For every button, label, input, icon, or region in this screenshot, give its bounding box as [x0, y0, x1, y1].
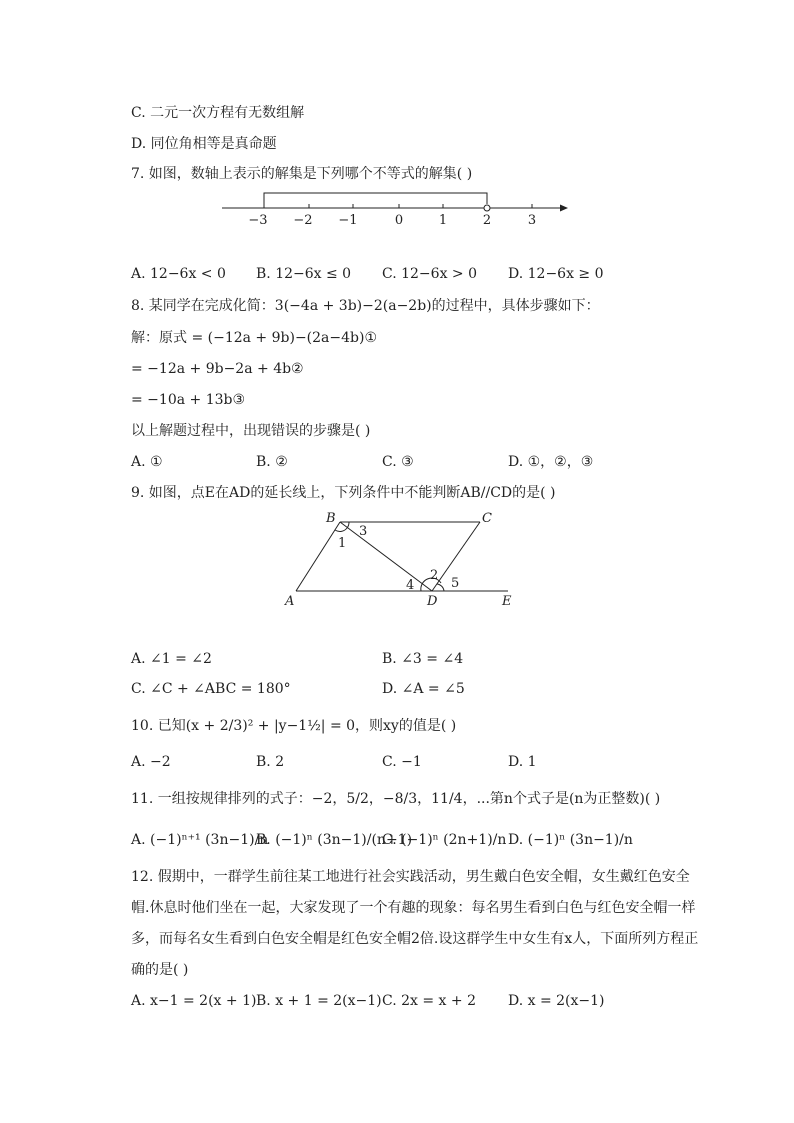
q10-option-c: C. −1 — [382, 754, 422, 770]
q8-stem: 8. 某同学在完成化简：3(−4a + 3b)−2(a−2b)的过程中，具体步骤如下： — [131, 298, 600, 314]
tick-label: −2 — [293, 213, 313, 228]
q7-option-d: D. 12−6x ≥ 0 — [508, 266, 604, 282]
q11-stem: 11. 一组按规律排列的式子：−2，5/2，−8/3，11/4，...第n个式子是(n为正整数)( ) — [131, 791, 661, 807]
q6-option-c: C. 二元一次方程有无数组解 — [131, 105, 305, 121]
tick-label: 3 — [527, 213, 537, 228]
q9-parallelogram-figure — [0, 505, 794, 609]
axis-arrow — [560, 205, 568, 212]
tick-label: −3 — [248, 213, 268, 228]
tick-label: −1 — [338, 213, 358, 228]
q12-option-b: B. x + 1 = 2(x−1) — [256, 993, 382, 1009]
q10-option-d: D. 1 — [508, 754, 537, 770]
angle-arc-d2 — [437, 584, 444, 591]
q12-line-1: 12. 假期中，一群学生前往某工地进行社会实践活动，男生戴白色安全帽，女生戴红色安全 — [131, 869, 690, 885]
q8-option-b: B. ② — [256, 454, 288, 470]
q12-option-a: A. x−1 = 2(x + 1) — [131, 993, 257, 1009]
q8-step-2: = −12a + 9b−2a + 4b② — [131, 361, 304, 377]
q11-option-b: B. (−1)ⁿ (3n−1)/(n+1) — [256, 832, 413, 848]
point-label-e: E — [502, 594, 512, 609]
point-label-d: D — [427, 594, 438, 609]
q10-stem: 10. 已知(x + 2/3)² + |y−1½| = 0，则xy的值是( ) — [131, 718, 457, 734]
q7-option-a: A. 12−6x < 0 — [131, 266, 226, 282]
q8-option-c: C. ③ — [382, 454, 414, 470]
q12-option-d: D. x = 2(x−1) — [508, 993, 605, 1009]
q12-line-2: 帽.休息时他们坐在一起，大家发现了一个有趣的现象：每名男生看到白色与红色安全帽一样 — [131, 900, 696, 916]
angle-arc-b — [347, 522, 349, 528]
q9-stem: 9. 如图，点E在AD的延长线上，下列条件中不能判断AB//CD的是( ) — [131, 485, 556, 501]
q10-option-a: A. −2 — [131, 754, 171, 770]
q9-option-c: C. ∠C + ∠ABC = 180° — [131, 681, 291, 697]
angle-label-2: 2 — [430, 568, 439, 583]
tick-label: 2 — [482, 213, 492, 228]
q12-line-3: 多，而每名女生看到白色安全帽是红色安全帽2倍.设这群学生中女生有x人，下面所列方程正 — [131, 931, 699, 947]
q10-option-b: B. 2 — [256, 754, 285, 770]
q8-question: 以上解题过程中，出现错误的步骤是( ) — [131, 423, 371, 439]
solution-bracket — [264, 193, 487, 208]
q12-option-c: C. 2x = x + 2 — [382, 993, 476, 1009]
q12-line-4: 确的是( ) — [131, 962, 189, 978]
q8-option-d: D. ①，②，③ — [508, 454, 594, 470]
q11-option-d: D. (−1)ⁿ (3n−1)/n — [508, 832, 633, 848]
q7-option-c: C. 12−6x > 0 — [382, 266, 477, 282]
angle-label-1: 1 — [338, 536, 347, 551]
segment-bd — [340, 522, 432, 591]
point-label-a: A — [285, 594, 295, 609]
angle-label-4: 4 — [406, 578, 415, 593]
q8-step-3: = −10a + 13b③ — [131, 392, 246, 408]
angle-label-3: 3 — [359, 524, 368, 539]
q6-option-d: D. 同位角相等是真命题 — [131, 136, 277, 152]
angle-arc-b2 — [335, 528, 347, 531]
q11-option-a: A. (−1)ⁿ⁺¹ (3n−1)/n — [131, 832, 269, 848]
q11-option-c: C. (−1)ⁿ (2n+1)/n — [382, 832, 507, 848]
angle-label-5: 5 — [451, 576, 460, 591]
q8-step-1: 解：原式 = (−12a + 9b)−(2a−4b)① — [131, 330, 378, 346]
tick-label: 1 — [438, 213, 448, 228]
q9-option-d: D. ∠A = ∠5 — [382, 681, 465, 697]
segment-ab — [296, 522, 340, 591]
point-label-b: B — [326, 511, 336, 526]
q8-option-a: A. ① — [131, 454, 163, 470]
open-circle — [484, 205, 490, 211]
q9-option-a: A. ∠1 = ∠2 — [131, 651, 212, 667]
point-label-c: C — [482, 511, 492, 526]
tick-label: 0 — [394, 213, 404, 228]
q7-stem: 7. 如图，数轴上表示的解集是下列哪个不等式的解集( ) — [131, 166, 473, 182]
q7-number-line — [0, 192, 794, 232]
q7-option-b: B. 12−6x ≤ 0 — [256, 266, 352, 282]
q9-option-b: B. ∠3 = ∠4 — [382, 651, 464, 667]
